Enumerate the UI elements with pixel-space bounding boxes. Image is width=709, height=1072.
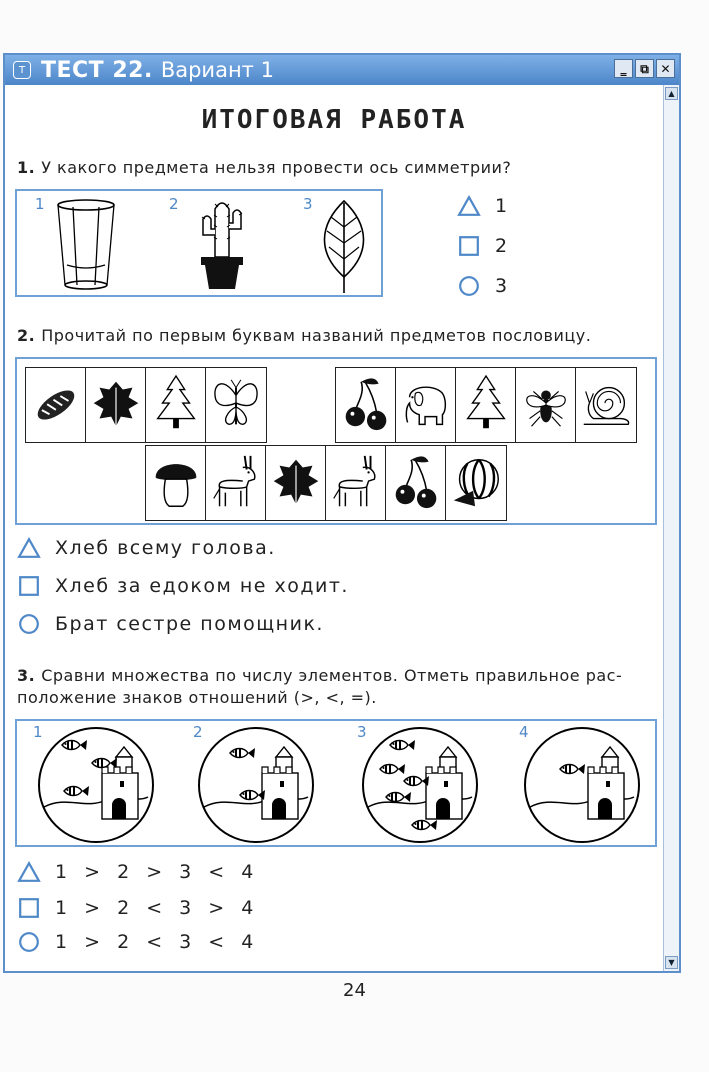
q2-option-3-text: Брат сестре помощник. xyxy=(55,613,324,635)
q3-option-1[interactable] xyxy=(17,861,255,883)
test-window xyxy=(3,53,681,973)
title-bar xyxy=(5,55,679,85)
oak-leaf-icon xyxy=(85,367,147,443)
test-title: ТЕСТ 22. xyxy=(41,57,153,83)
square-icon[interactable] xyxy=(17,897,41,919)
q3-option-1-text: 1 > 2 > 3 < 4 xyxy=(55,861,255,883)
q2-option-1-text: Хлеб всему голова. xyxy=(55,537,276,559)
q1-label-2: 2 xyxy=(169,195,179,213)
circle-icon[interactable] xyxy=(457,275,481,297)
q3-option-2-text: 1 > 2 < 3 > 4 xyxy=(55,897,255,919)
fishbowl-3 xyxy=(359,725,481,845)
q1-option-1-text: 1 xyxy=(495,195,509,217)
q3-label-1: 1 xyxy=(33,723,43,741)
question-2-text: Прочитай по первым буквам названий предметов пословицу. xyxy=(41,326,592,345)
q3-label-3: 3 xyxy=(357,723,367,741)
q1-option-3-text: 3 xyxy=(495,275,509,297)
question-3 xyxy=(17,665,647,709)
q2-option-2-text: Хлеб за едоком не ходит. xyxy=(55,575,349,597)
q2-option-2[interactable] xyxy=(17,575,349,597)
leaf-icon xyxy=(313,197,375,295)
elephant-icon xyxy=(395,367,457,443)
question-1-number: 1. xyxy=(17,158,36,177)
close-button[interactable]: ✕ xyxy=(656,59,675,78)
page-content xyxy=(5,85,663,971)
circle-icon[interactable] xyxy=(17,613,41,635)
butterfly-icon xyxy=(205,367,267,443)
cherry-icon xyxy=(385,445,447,521)
snail-icon xyxy=(575,367,637,443)
minimize-button[interactable]: ‗ xyxy=(614,59,633,78)
q3-option-3-text: 1 > 2 < 3 < 4 xyxy=(55,931,255,953)
question-3-text-line-2: положение знаков отношений (>, <, =). xyxy=(17,688,377,707)
q3-label-4: 4 xyxy=(519,723,529,741)
bread-icon xyxy=(25,367,87,443)
restore-button[interactable]: ⧉ xyxy=(635,59,654,78)
fir-tree-icon xyxy=(145,367,207,443)
q1-picture-box xyxy=(15,189,383,297)
q1-label-1: 1 xyxy=(35,195,45,213)
page-title: ИТОГОВАЯ РАБОТА xyxy=(201,105,467,135)
question-2 xyxy=(17,325,591,347)
q3-label-2: 2 xyxy=(193,723,203,741)
app-icon: Т xyxy=(13,61,31,79)
question-3-number: 3. xyxy=(17,666,36,685)
q3-option-3[interactable] xyxy=(17,931,255,953)
q2-picture-box xyxy=(15,357,657,525)
question-1 xyxy=(17,157,511,179)
square-icon[interactable] xyxy=(17,575,41,597)
q2-option-3[interactable] xyxy=(17,613,324,635)
cactus-icon xyxy=(187,195,257,293)
fishbowl-4 xyxy=(521,725,643,845)
glass-icon xyxy=(53,197,119,293)
fly-icon xyxy=(515,367,577,443)
donkey-icon xyxy=(205,445,267,521)
q1-option-1[interactable] xyxy=(457,195,509,217)
fishbowl-2 xyxy=(195,725,317,845)
q3-picture-box xyxy=(15,719,657,847)
variant-title: Вариант 1 xyxy=(160,58,274,82)
q1-option-2-text: 2 xyxy=(495,235,509,257)
question-1-text: У какого предмета нельзя провести ось симметрии? xyxy=(41,158,512,177)
cherry-icon xyxy=(335,367,397,443)
page-number: 24 xyxy=(343,980,366,1001)
fishbowl-1 xyxy=(35,725,157,845)
oak-leaf-icon xyxy=(265,445,327,521)
square-icon[interactable] xyxy=(457,235,481,257)
fir-tree-icon xyxy=(455,367,517,443)
q3-option-2[interactable] xyxy=(17,897,255,919)
vertical-scrollbar[interactable] xyxy=(663,85,679,971)
triangle-icon[interactable] xyxy=(457,195,481,217)
donkey-icon xyxy=(325,445,387,521)
scroll-down-icon[interactable]: ▼ xyxy=(665,956,678,969)
watermelon-icon xyxy=(445,445,507,521)
q1-option-2[interactable] xyxy=(457,235,509,257)
circle-icon[interactable] xyxy=(17,931,41,953)
mushroom-icon xyxy=(145,445,207,521)
q2-option-1[interactable] xyxy=(17,537,276,559)
triangle-icon[interactable] xyxy=(17,861,41,883)
q1-label-3: 3 xyxy=(303,195,313,213)
triangle-icon[interactable] xyxy=(17,537,41,559)
q1-option-3[interactable] xyxy=(457,275,509,297)
scroll-up-icon[interactable]: ▲ xyxy=(665,87,678,100)
question-2-number: 2. xyxy=(17,326,36,345)
question-3-text-line-1: Сравни множества по числу элементов. Отметь правильное рас- xyxy=(41,666,623,685)
